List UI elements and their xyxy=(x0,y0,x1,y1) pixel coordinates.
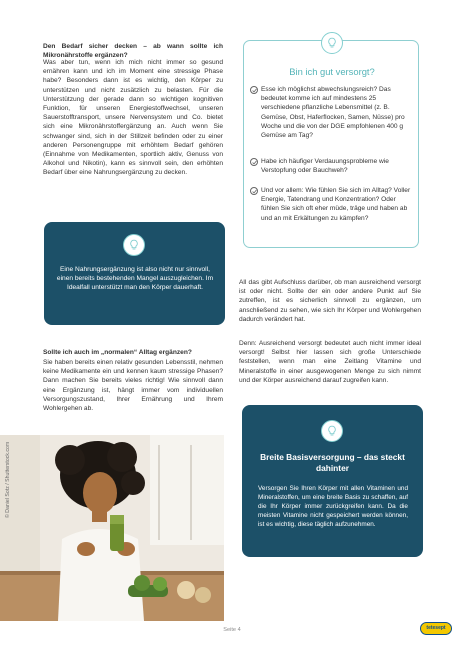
checklist-item xyxy=(250,186,415,223)
checklist-card xyxy=(243,40,419,248)
paragraph-aufschluss: All das gibt Aufschluss darüber, ob man ausreichend versorgt ist oder nicht. Sollte der ein oder andere Punkt auf Sie zutreffen, ist es sicherlich sinnvoll zu ergänzen, um anschließend zu sehen, wie sich Ihr Körper und Wohlergehen dadurch verändert hat. xyxy=(239,279,421,323)
highlight-box-basisversorgung xyxy=(242,405,423,557)
lightbulb-icon xyxy=(321,32,343,54)
paragraph-bedarf: Was aber tun, wenn ich mich nicht immer so gesund ernähren kann und ich im Moment eine stressige Phase habe? Besonders dann ist es wichtig, den Körper zu unterstützen und nicht zusätzlich zu belasten. Für die Unterstützung der gerade dann so wichtigen kognitiven Funktion, für unseren Energiestoffwechsel, unseren Sauerstofftransport, unsere Nervensystem und Co. bietet sich eine Mikronährstoffergänzung an. Auch wenn Sie schwanger sind, sich in der Stillzeit befinden oder zu einer anderen Personengruppe mit erhöhtem Bedarf gehören (Einnahme von Medikamenten, sportlich aktiv, Genuss von Alkohol und Nikotin), kann es sinnvoll sein, den erhöhten Bedarf über eine Nahrungsergänzung zu decken. xyxy=(43,59,223,177)
checklist-item xyxy=(250,85,415,140)
lightbulb-icon xyxy=(123,234,145,256)
paragraph-alltag: Sie haben bereits einen relativ gesunden Lebensstil, nehmen keine Medikamente ein und kennen kaum stressige Phasen? Dann machen Sie bereits vieles richtig! Wie sinnvoll dann eine Ergänzung ist, hängt immer vom individuellen Versorgungszustand, Ihrer Ernährung und Ihrem Wohlergehen ab. xyxy=(43,359,223,413)
photo-credit: © Daniel Sotz / Shutterstock.com xyxy=(5,441,11,518)
paragraph-ideal-versorgt: Denn: Ausreichend versorgt bedeutet auch nicht immer ideal versorgt! Selbst hier lassen sich große Unterschiede feststellen, wenn man eine Zeitlang Vitamine und Mineralstoffe in einer ausgewogenen Menge zu sich nimmt und der Körper ausreichend darauf zugreifen kann. xyxy=(239,340,421,384)
brand-logo: tetesept xyxy=(420,622,452,635)
highlight-box-text: Versorgen Sie Ihren Körper mit allen Vitaminen und Mineralstoffen, um eine breite Basis zu schaffen, auf die Ihr Körper immer zurückgreifen kann. Da die meisten Vitamine nicht gespeichert werden können, ist es wichtig, diese täglich aufzunehmen. xyxy=(258,485,408,528)
highlight-box-title: Breite Basisversorgung – das steckt dahinter xyxy=(260,452,405,473)
section-heading-alltag: Sollte ich auch im „normalen“ Alltag ergänzen? xyxy=(43,349,192,356)
highlight-box-nahrungsergaenzung xyxy=(44,222,225,325)
checklist-item-text: Und vor allem: Wie fühlen Sie sich im Alltag? Voller Energie, Tatendrang und Konzentration? Oder fühlen Sie sich oft eher müde, träge und haben ab und an mit Erkältungen zu kämpfen? xyxy=(261,187,411,222)
checkmark-icon xyxy=(250,86,258,94)
section-heading-bedarf: Den Bedarf sicher decken – ab wann sollte ich Mikronährstoffe ergänzen? xyxy=(43,43,223,60)
checklist-title: Bin ich gut versorgt? xyxy=(289,66,375,77)
checklist-item-text: Esse ich möglichst abwechslungsreich? Das bedeutet komme ich auf mindestens 25 verschiedene pflanzliche Lebensmittel (z. B. Gemüse, Obst, Haferflocken, Samen, Nüsse) pro Woche und die von der DGE empfohlenen 400 g Gemüse am Tag? xyxy=(261,86,405,140)
woman-drinking-photo xyxy=(0,435,224,621)
checkmark-icon xyxy=(250,187,258,195)
checklist-item-text: Habe ich häufiger Verdauungsprobleme wie Verstopfung oder Bauchweh? xyxy=(261,158,389,175)
page-number: Seite 4 xyxy=(223,627,241,633)
highlight-box-text: Eine Nahrungsergänzung ist also nicht nur sinnvoll, einen bereits bestehenden Mangel auszugleichen. Im Idealfall unterstützt man den Körper dauerhaft. xyxy=(56,266,214,292)
checklist-item xyxy=(250,157,415,175)
lightbulb-icon xyxy=(321,420,343,442)
checkmark-icon xyxy=(250,158,258,166)
